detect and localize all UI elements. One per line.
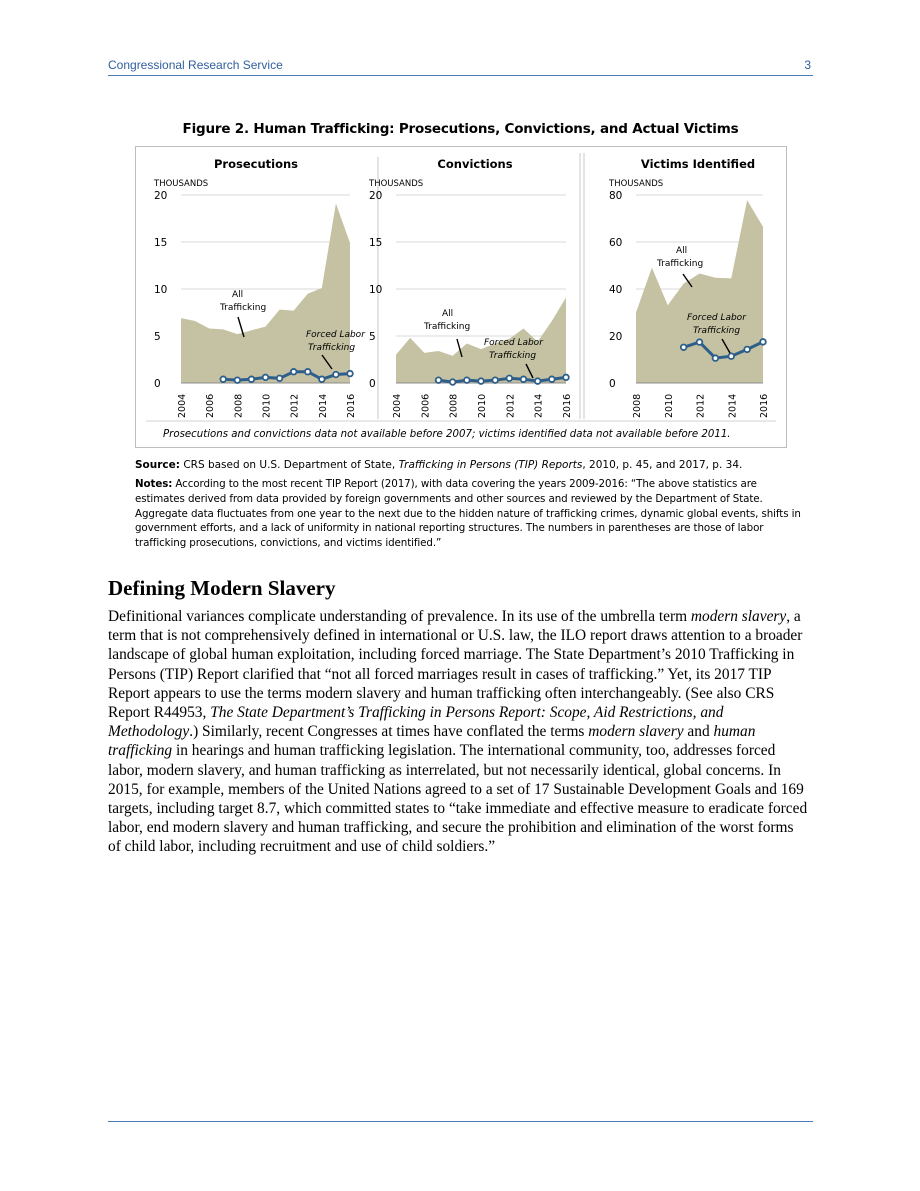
y-tick-label: 80	[609, 190, 623, 202]
marker-forced-labor	[507, 376, 513, 382]
source-text-pre: CRS based on U.S. Department of State,	[179, 459, 399, 471]
marker-forced-labor	[713, 355, 719, 361]
figure-chart	[135, 146, 787, 448]
body-text-3: .) Similarly, recent Congresses at times have conflated the terms	[189, 723, 589, 741]
panel-title: Convictions	[437, 157, 513, 171]
marker-forced-labor	[333, 372, 339, 378]
x-tick-label: 2012	[505, 393, 517, 418]
x-tick-label: 2006	[205, 393, 217, 418]
annotation-all-trafficking: All	[442, 309, 454, 319]
marker-forced-labor	[220, 376, 226, 382]
page-header	[108, 58, 813, 76]
marker-forced-labor	[563, 375, 569, 381]
marker-forced-labor	[549, 376, 555, 382]
annotation-all-trafficking: Trafficking	[424, 322, 471, 332]
panel-title: Victims Identified	[640, 157, 756, 171]
marker-forced-labor	[436, 377, 442, 383]
y-tick-label: 5	[154, 331, 161, 343]
notes-label: Notes:	[135, 478, 173, 490]
figure-source	[135, 458, 805, 473]
y-tick-label: 0	[609, 378, 616, 390]
marker-forced-labor	[235, 377, 241, 383]
area-all-trafficking	[636, 200, 763, 383]
x-tick-label: 2004	[177, 393, 188, 418]
body-italic-report-title: The State Department’s Trafficking in Persons Report: Scope, Aid Restrictions, and Methodology	[108, 704, 724, 741]
marker-forced-labor	[681, 344, 687, 350]
x-tick-label: 2014	[533, 393, 545, 418]
source-title: Trafficking in Persons (TIP) Reports	[398, 459, 583, 471]
body-text-4: and	[683, 723, 714, 741]
y-tick-label: 20	[154, 190, 168, 202]
x-tick-label: 2012	[695, 393, 707, 418]
x-tick-label: 2010	[261, 393, 273, 418]
x-tick-label: 2008	[632, 393, 643, 418]
x-tick-label: 2010	[477, 393, 488, 418]
annotation-all-trafficking: Trafficking	[220, 303, 267, 313]
y-tick-label: 15	[369, 237, 383, 249]
annotation-forced-labor: Trafficking	[693, 326, 741, 336]
annotation-all-trafficking: All	[232, 290, 244, 300]
marker-forced-labor	[521, 376, 527, 382]
marker-forced-labor	[249, 376, 255, 382]
y-tick-label: 60	[609, 237, 623, 249]
marker-forced-labor	[492, 377, 498, 383]
marker-forced-labor	[277, 376, 283, 382]
body-paragraph	[108, 607, 808, 857]
marker-forced-labor	[760, 339, 766, 345]
area-all-trafficking	[181, 203, 350, 383]
y-axis-unit-label: THOUSANDS	[154, 179, 209, 189]
annotation-forced-labor: Forced Labor	[306, 330, 365, 340]
marker-forced-labor	[535, 378, 541, 384]
y-tick-label: 40	[609, 284, 623, 296]
footer-rule	[108, 1121, 813, 1122]
section-heading: Defining Modern Slavery	[108, 576, 336, 600]
annotation-forced-labor: Trafficking	[308, 343, 356, 353]
annotation-all-trafficking: All	[676, 246, 688, 256]
marker-forced-labor	[464, 377, 470, 383]
body-italic-human-trafficking: human trafficking	[108, 723, 756, 760]
y-tick-label: 10	[154, 284, 168, 296]
header-org: Congressional Research Service	[108, 58, 283, 72]
x-tick-label: 2006	[420, 393, 432, 418]
body-italic-modern-slavery: modern slavery	[690, 608, 787, 625]
x-tick-label: 2014	[727, 393, 739, 418]
marker-forced-labor	[291, 369, 297, 375]
chart-svg	[136, 147, 786, 447]
x-tick-label: 2012	[289, 393, 301, 418]
marker-forced-labor	[450, 379, 456, 385]
marker-forced-labor	[697, 339, 703, 345]
marker-forced-labor	[744, 347, 750, 353]
x-tick-label: 2008	[233, 393, 245, 418]
body-text-1: Definitional variances complicate understanding of prevalence. In its use of the umbrella term	[108, 608, 691, 625]
annotation-forced-labor: Forced Labor	[687, 313, 746, 323]
x-tick-label: 2014	[317, 393, 329, 418]
y-tick-label: 20	[369, 190, 383, 202]
x-tick-label: 2016	[346, 393, 357, 418]
marker-forced-labor	[319, 376, 325, 382]
page-number: 3	[804, 58, 811, 72]
source-label: Source:	[135, 459, 180, 471]
x-tick-label: 2016	[759, 393, 770, 418]
marker-forced-labor	[347, 371, 353, 377]
marker-forced-labor	[305, 369, 311, 375]
marker-forced-labor	[263, 375, 269, 381]
x-tick-label: 2010	[663, 393, 675, 418]
marker-forced-labor	[478, 378, 484, 384]
x-tick-label: 2004	[392, 393, 403, 418]
x-tick-label: 2016	[562, 393, 573, 418]
y-tick-label: 5	[369, 331, 376, 343]
y-axis-unit-label: THOUSANDS	[369, 179, 424, 189]
y-tick-label: 0	[369, 378, 376, 390]
notes-text: According to the most recent TIP Report (2017), with data covering the years 2009-2016: “The above statistics are estimates derived from data provided by foreign governments and other sources and reviewed by the Department of State. Aggregate data fluctuates from one year to the next due to the hidden nature of trafficking crimes, dynamic global events, shifts in government efforts, and a lack of uniformity in national reporting structures. The numbers in parentheses are those of labor trafficking prosecutions, convictions, and victims identified.”	[135, 478, 801, 550]
body-text-5: in hearings and human trafficking legislation. The international community, too, addresses forced labor, modern slavery, and human trafficking as interrelated, but not necessarily identical, global concerns. In 2015, for example, members of the United Nations agreed to a set of 17 Sustainable Development Goals and 169 targets, including target 8.7, which committed states to “take immediate and effective measure to eradicate forced labor, end modern slavery and human trafficking, and secure the prohibition and elimination of the worst forms of child labor, including recruitment and use of child soldiers.”	[108, 742, 808, 856]
x-tick-label: 2008	[448, 393, 460, 418]
chart-footnote: Prosecutions and convictions data not available before 2007; victims identified data not available before 2011.	[163, 429, 731, 440]
figure-notes	[135, 477, 805, 551]
figure-title: Figure 2. Human Trafficking: Prosecutions, Convictions, and Actual Victims	[182, 121, 739, 137]
source-text-post: , 2010, p. 45, and 2017, p. 34.	[582, 459, 743, 471]
y-tick-label: 20	[609, 331, 623, 343]
y-tick-label: 10	[369, 284, 383, 296]
annotation-all-trafficking: Trafficking	[657, 259, 704, 269]
body-text-2: , a term that is not comprehensively defined in international or U.S. law, the ILO report draws attention to a broader landscape of global human exploitation, including forced marriage. The State Department’s 2010 Trafficking in Persons (TIP) Report clarified that “not all forced marriages result in cases of trafficking.” Yet, its 2017 TIP Report appears to use the terms modern slavery and human trafficking often interchangeably. (See also CRS Report R44953,	[108, 608, 803, 722]
y-tick-label: 15	[154, 237, 168, 249]
marker-forced-labor	[728, 353, 734, 359]
annotation-forced-labor: Forced Labor	[484, 338, 543, 348]
y-tick-label: 0	[154, 378, 161, 390]
y-axis-unit-label: THOUSANDS	[609, 179, 664, 189]
body-italic-modern-slavery-2: modern slavery	[588, 723, 684, 741]
annotation-forced-labor: Trafficking	[489, 351, 537, 361]
panel-title: Prosecutions	[213, 157, 299, 171]
